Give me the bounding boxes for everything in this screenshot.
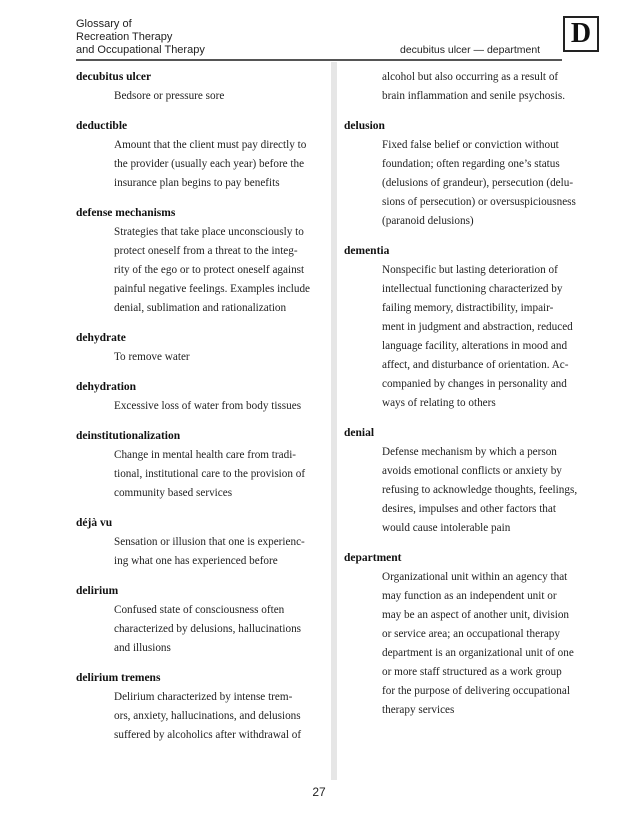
definition-line: Delirium characterized by intense trem-	[114, 691, 293, 703]
definition-line: failing memory, distractibility, impair-	[382, 302, 554, 314]
definition-line: Nonspecific but lasting deterioration of	[382, 264, 558, 276]
glossary-entry	[344, 117, 606, 231]
definition-line: Change in mental health care from tradi-	[114, 449, 297, 461]
definition-line: Fixed false belief or conviction without	[382, 139, 559, 151]
glossary-term: delirium tremens	[76, 672, 161, 684]
left-column	[76, 68, 330, 756]
glossary-definition	[114, 446, 330, 503]
glossary-term: dementia	[344, 245, 390, 257]
glossary-definition	[114, 688, 330, 745]
header-title-line: and Occupational Therapy	[76, 44, 205, 56]
definition-line: for the purpose of delivering occupational	[382, 685, 570, 697]
definition-line: tional, institutional care to the provision of	[114, 468, 306, 480]
glossary-definition	[114, 533, 330, 571]
definition-line: refusing to acknowledge thoughts, feelings,	[382, 484, 578, 496]
glossary-term: delusion	[344, 120, 385, 132]
glossary-entry	[76, 117, 330, 193]
definition-line: Confused state of consciousness often	[114, 604, 285, 616]
definition-line: Bedsore or pressure sore	[114, 90, 225, 102]
glossary-entry	[76, 427, 330, 503]
glossary-entry	[344, 242, 606, 413]
glossary-term: delirium	[76, 585, 119, 597]
glossary-definition	[114, 348, 330, 367]
definition-line: companied by changes in personality and	[382, 378, 567, 390]
definition-line: sions of persecution) or oversuspiciousness	[382, 196, 576, 208]
glossary-term: denial	[344, 427, 375, 439]
definition-line: the provider (usually each year) before the	[114, 158, 305, 170]
definition-line: ors, anxiety, hallucinations, and delusions	[114, 710, 301, 722]
definition-line: desires, impulses and other factors that	[382, 503, 556, 515]
definition-line: To remove water	[114, 351, 190, 363]
definition-line: or more staff structured as a work group	[382, 666, 562, 678]
glossary-definition	[382, 568, 606, 720]
definition-line: denial, sublimation and rationalization	[114, 302, 287, 314]
header-rule	[76, 59, 562, 61]
glossary-definition	[114, 87, 330, 106]
definition-line: suffered by alcoholics after withdrawal of	[114, 729, 302, 741]
glossary-definition	[382, 443, 606, 538]
definition-line: insurance plan begins to pay benefits	[114, 177, 280, 189]
definition-line: Amount that the client must pay directly to	[114, 139, 307, 151]
glossary-term: dehydration	[76, 381, 137, 393]
definition-line: (delusions of grandeur), persecution (delu-	[382, 177, 574, 189]
header-title-line: Recreation Therapy	[76, 31, 173, 43]
definition-line: would cause intolerable pain	[382, 522, 511, 534]
glossary-term: dehydrate	[76, 332, 126, 344]
definition-line: Excessive loss of water from body tissues	[114, 400, 302, 412]
definition-line: or service area; an occupational therapy	[382, 628, 560, 640]
definition-line: community based services	[114, 487, 233, 499]
definition-line: may be an aspect of another unit, division	[382, 609, 570, 621]
glossary-term: déjà vu	[76, 517, 113, 529]
definition-line: rity of the ego or to protect oneself against	[114, 264, 305, 276]
glossary-entry	[76, 669, 330, 745]
glossary-term: department	[344, 552, 402, 564]
page-term-range: decubitus ulcer — department	[400, 44, 541, 56]
glossary-entry	[76, 582, 330, 658]
right-column	[344, 68, 606, 731]
column-divider	[331, 62, 337, 780]
definition-line: protect oneself from a threat to the integ-	[114, 245, 298, 257]
definition-line: ways of relating to others	[382, 397, 496, 409]
glossary-entry	[76, 329, 330, 367]
continued-definition	[382, 68, 606, 106]
definition-line: characterized by delusions, hallucinations	[114, 623, 302, 635]
definition-line: may function as an independent unit or	[382, 590, 557, 602]
glossary-definition	[114, 397, 330, 416]
definition-line: avoids emotional conflicts or anxiety by	[382, 465, 562, 477]
glossary-entry	[344, 424, 606, 538]
glossary-entry	[76, 68, 330, 106]
definition-line: Sensation or illusion that one is experienc-	[114, 536, 305, 548]
glossary-definition	[382, 261, 606, 413]
glossary-definition	[114, 223, 330, 318]
glossary-term: deductible	[76, 120, 128, 132]
definition-line: painful negative feelings. Examples include	[114, 283, 311, 295]
definition-line: foundation; often regarding one’s status	[382, 158, 560, 170]
page-number: 27	[312, 785, 326, 799]
glossary-entry	[344, 549, 606, 720]
definition-line: brain inflammation and senile psychosis.	[382, 90, 566, 102]
definition-line: ing what one has experienced before	[114, 555, 278, 567]
definition-line: ment in judgment and abstraction, reduced	[382, 321, 573, 333]
definition-line: intellectual functioning characterized by	[382, 283, 563, 295]
glossary-term: decubitus ulcer	[76, 71, 152, 83]
definition-line: (paranoid delusions)	[382, 215, 474, 227]
glossary-entry	[76, 378, 330, 416]
running-header	[76, 18, 205, 57]
definition-line: Defense mechanism by which a person	[382, 446, 557, 458]
definition-line: and illusions	[114, 642, 171, 654]
definition-line: Strategies that take place unconsciously to	[114, 226, 304, 238]
definition-line: department is an organizational unit of one	[382, 647, 574, 659]
definition-line: affect, and disturbance of orientation. Ac-	[382, 359, 569, 371]
definition-line: Organizational unit within an agency that	[382, 571, 568, 583]
glossary-term: defense mechanisms	[76, 207, 176, 219]
definition-line: alcohol but also occurring as a result of	[382, 71, 559, 83]
glossary-definition	[114, 136, 330, 193]
glossary-term: deinstitutionalization	[76, 430, 181, 442]
glossary-entry	[76, 204, 330, 318]
definition-line: language facility, alterations in mood and	[382, 340, 568, 352]
header-title-line: Glossary of	[76, 18, 132, 30]
section-letter-tab: D	[563, 16, 599, 52]
glossary-definition	[382, 136, 606, 231]
glossary-entry	[76, 514, 330, 571]
glossary-definition	[114, 601, 330, 658]
definition-line: therapy services	[382, 704, 455, 716]
